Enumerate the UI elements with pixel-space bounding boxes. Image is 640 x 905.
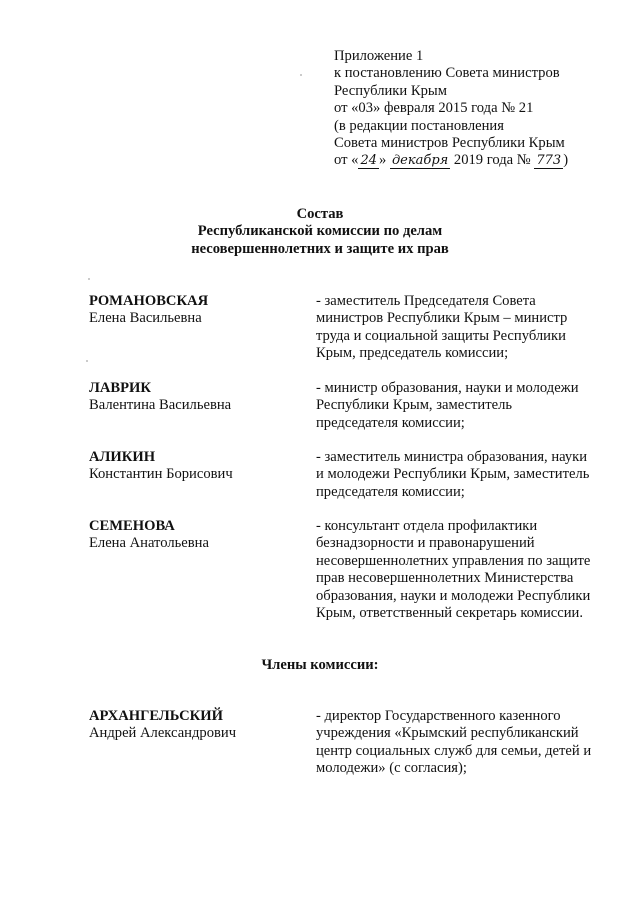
person-given-name: Константин Борисович <box>89 466 233 483</box>
scan-speck <box>86 360 88 362</box>
appendix-header <box>334 48 634 170</box>
role-line: председателя комиссии; <box>316 483 465 500</box>
person-surname: РОМАНОВСКАЯ <box>89 293 209 309</box>
person-name <box>89 293 309 328</box>
role-line: министров Республики Крым – министр <box>316 310 568 327</box>
handwritten-number: 773 <box>536 153 562 169</box>
role-line: - заместитель министра образования, науки <box>316 449 588 465</box>
role-line: Республики Крым, заместитель <box>316 397 513 414</box>
date-suffix: ) <box>563 152 569 169</box>
title-line: Состав <box>296 206 344 222</box>
role-line: Крым, ответственный секретарь комиссии. <box>316 605 583 622</box>
appendix-line: Приложение 1 <box>334 48 424 64</box>
date-prefix: от « <box>334 152 359 169</box>
person-given-name: Елена Анатольевна <box>89 535 209 552</box>
handwritten-day: 24 <box>360 153 377 169</box>
person-given-name: Андрей Александрович <box>89 725 237 742</box>
person-name <box>89 708 309 743</box>
person-surname: ЛАВРИК <box>89 380 151 396</box>
appendix-date-line: от « 24 » декабря 2019 года № 773 ) <box>334 152 569 169</box>
role-line: несовершеннолетних управления по защите <box>316 552 591 569</box>
role-line: - заместитель Председателя Совета <box>316 293 536 309</box>
role-line: - консультант отдела профилактики <box>316 518 538 534</box>
person-given-name: Валентина Васильевна <box>89 397 232 414</box>
person-role <box>316 380 626 432</box>
role-line: - директор Государственного казенного <box>316 708 561 724</box>
person-role <box>316 449 626 501</box>
date-year: 2019 года № <box>453 152 531 169</box>
person-surname: АРХАНГЕЛЬСКИЙ <box>89 708 223 724</box>
role-line: прав несовершеннолетних Министерства <box>316 570 574 587</box>
person-role <box>316 293 626 363</box>
role-line: труда и социальной защиты Республики <box>316 327 566 344</box>
appendix-line: (в редакции постановления <box>334 117 504 134</box>
appendix-line: Совета министров Республики Крым <box>334 135 565 152</box>
role-line: образования, науки и молодежи Республики <box>316 587 591 604</box>
title-line: несовершеннолетних и защите их прав <box>191 240 449 257</box>
members-heading: Члены комиссии: <box>261 657 379 673</box>
person-name <box>89 380 309 415</box>
role-line: и молодежи Республики Крым, заместитель <box>316 466 590 483</box>
scan-speck <box>88 278 90 280</box>
role-line: Крым, председатель комиссии; <box>316 345 509 362</box>
role-line: безнадзорности и правонарушений <box>316 535 535 552</box>
person-given-name: Елена Васильевна <box>89 310 202 327</box>
appendix-line: от «03» февраля 2015 года № 21 <box>334 100 534 117</box>
document-title <box>0 206 640 258</box>
appendix-line: к постановлению Совета министров <box>334 65 560 82</box>
role-line: молодежи» (с согласия); <box>316 760 467 777</box>
person-role <box>316 708 626 778</box>
handwritten-month: декабря <box>391 153 449 169</box>
person-surname: АЛИКИН <box>89 449 156 465</box>
appendix-line: Республики Крым <box>334 82 447 99</box>
person-name <box>89 449 309 484</box>
role-line: учреждения «Крымский республиканский <box>316 725 579 742</box>
person-name <box>89 518 309 553</box>
scan-speck <box>300 74 302 76</box>
role-line: - министр образования, науки и молодежи <box>316 380 579 396</box>
person-role <box>316 518 626 622</box>
person-surname: СЕМЕНОВА <box>89 518 175 534</box>
title-line: Республиканской комиссии по делам <box>197 223 443 240</box>
role-line: центр социальных служб для семьи, детей и <box>316 742 592 759</box>
role-line: председателя комиссии; <box>316 414 465 431</box>
